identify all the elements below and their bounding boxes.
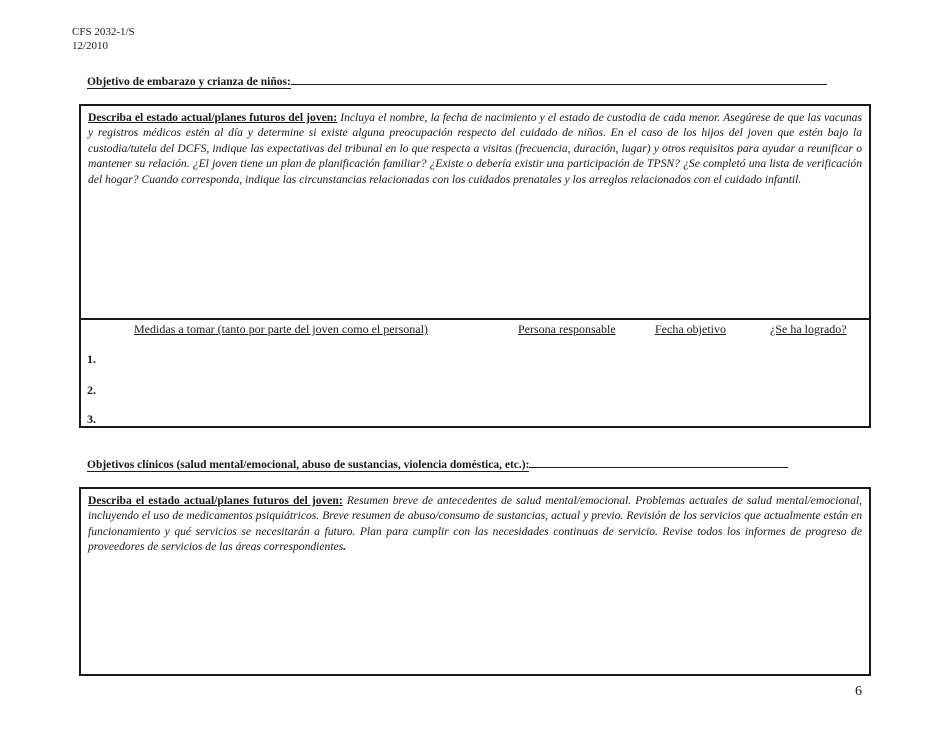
description-end: .	[343, 540, 347, 554]
description-lead: Describa el estado actual/planes futuros del joven:	[88, 494, 343, 507]
action-row-1[interactable]: 1.	[87, 352, 96, 366]
section-heading-parenting	[87, 76, 827, 88]
clinical-box	[79, 487, 871, 676]
section-heading-clinical	[87, 459, 788, 471]
col-head-responsible: Persona responsable	[518, 322, 616, 336]
description-lead: Describa el estado actual/planes futuros del joven:	[88, 111, 338, 124]
action-row-3[interactable]: 3.	[87, 412, 96, 426]
parenting-description[interactable]	[88, 110, 862, 187]
action-row-2[interactable]: 2.	[87, 383, 96, 397]
form-date: 12/2010	[72, 40, 109, 52]
col-head-target-date: Fecha objetivo	[655, 322, 726, 336]
heading-fill-line	[529, 466, 788, 468]
form-code: CFS 2032-1/S	[72, 26, 135, 38]
box-divider	[81, 318, 869, 320]
page-number: 6	[855, 684, 862, 699]
col-head-achieved: ¿Se ha logrado?	[770, 322, 847, 336]
description-body: Incluya el nombre, la fecha de nacimiento y el estado de custodia de cada menor. Asegúrese de que las vacunas y registros médicos estén al día y determine si existe alguna preocupación respecto del cuidado de niños. En el caso de los hijos del joven que estén bajo la custodia/tutela del DCFS, indique las expectativas del tribunal en lo que respecta a visitas (frecuencia, duración, lugar) y otros requisitos para ayudar a reunificar o mantener su relación. ¿El joven tiene un plan de planificación familiar? ¿Existe o debería existir una participación de TPSN? ¿Se completó una lista de verificación del hogar? Cuando corresponda, indique las circunstancias relacionadas con los cuidados prenatales y los arreglos relacionados con el cuidado infantil.	[88, 111, 862, 186]
clinical-description[interactable]	[88, 493, 862, 555]
form-identifier	[72, 25, 135, 53]
parenting-box	[79, 104, 871, 428]
col-head-actions: Medidas a tomar (tanto por parte del joven como el personal)	[134, 322, 428, 336]
section-heading-text: Objetivos clínicos (salud mental/emocional, abuso de sustancias, violencia doméstica, etc.):	[87, 459, 530, 471]
heading-fill-line	[291, 83, 827, 85]
description-body: Resumen breve de antecedentes de salud mental/emocional. Problemas actuales de salud mental/emocional, incluyendo el uso de medicamentos psiquiátricos. Breve resumen de abuso/consumo de sustancias, actual y previo. Revisión de los servicios que actualmente están en funcionamiento y qué servicios se necesitarán a futuro. Plan para cumplir con las necesidades continuas de servicio. Revise todos los informes de progreso de proveedores de servicios de las áreas correspondientes	[88, 494, 862, 554]
section-heading-text: Objetivo de embarazo y crianza de niños:	[87, 76, 291, 88]
